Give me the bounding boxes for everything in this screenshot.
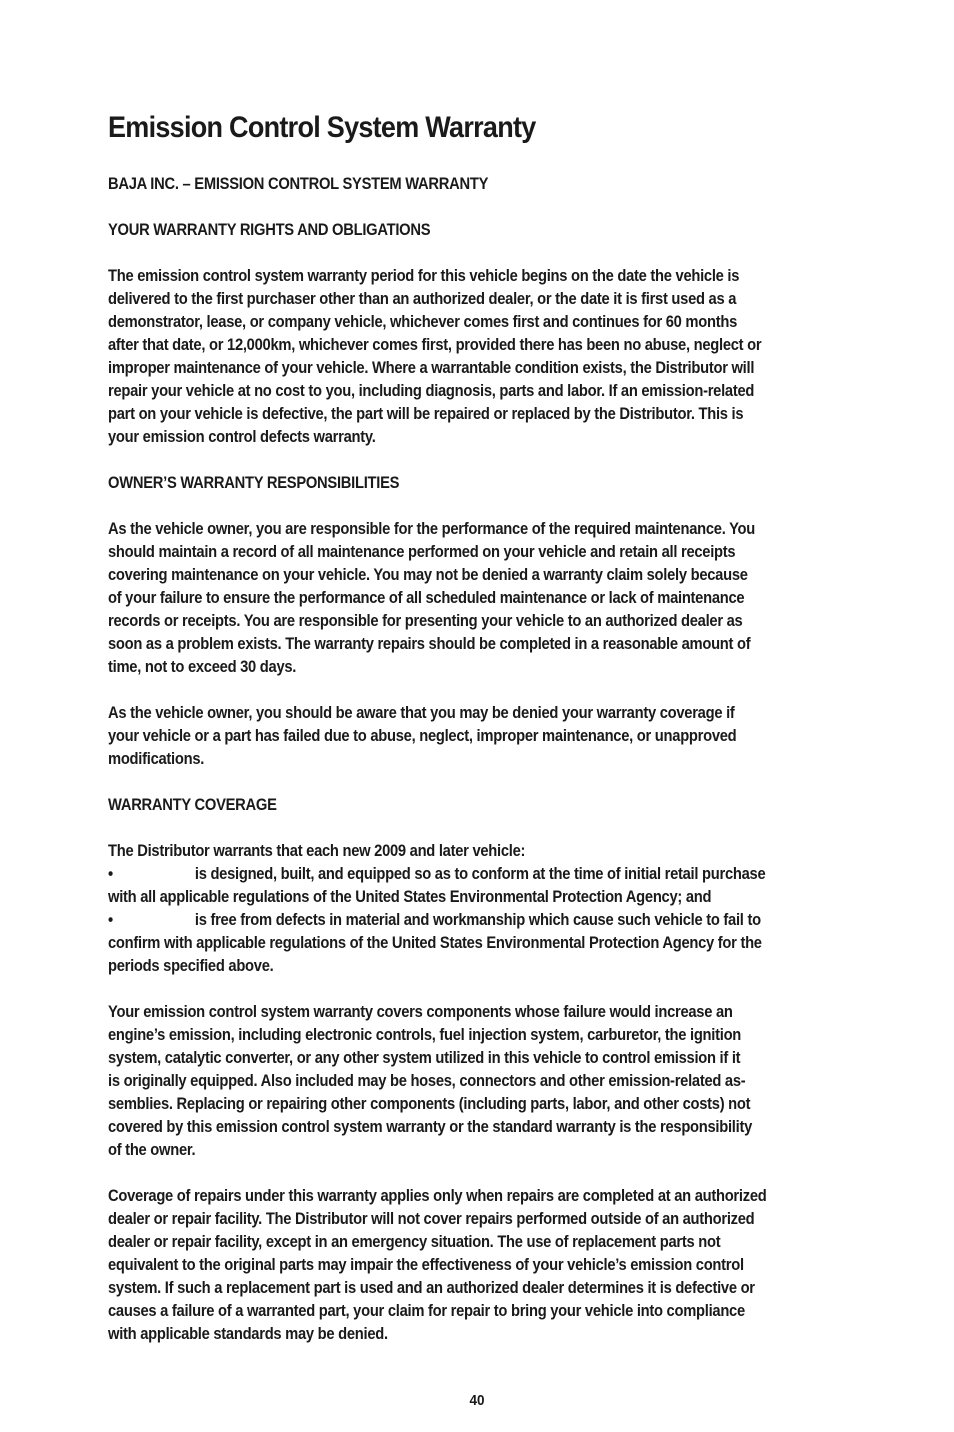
paragraph-line: repair your vehicle at no cost to you, including diagnosis, parts and labor. If an emission-related <box>108 382 755 400</box>
owner-paragraph-1 <box>108 518 853 679</box>
paragraph-line: engine’s emission, including electronic controls, fuel injection system, carburetor, the ignition <box>108 1026 742 1044</box>
bullet-continuation: periods specified above. <box>108 957 274 975</box>
spacer <box>108 495 853 518</box>
paragraph-line: modifications. <box>108 750 205 768</box>
paragraph-line: improper maintenance of your vehicle. Where a warrantable condition exists, the Distributor will <box>108 359 755 377</box>
coverage-paragraph-1 <box>108 1001 853 1162</box>
bullet-text: is designed, built, and equipped so as to conform at the time of initial retail purchase <box>194 865 766 883</box>
rights-heading-text: YOUR WARRANTY RIGHTS AND OBLIGATIONS <box>108 221 431 239</box>
document-page <box>108 108 853 1346</box>
bullet-text: is free from defects in material and workmanship which cause such vehicle to fail to <box>194 911 761 929</box>
paragraph-line: soon as a problem exists. The warranty repairs should be completed in a reasonable amount of <box>108 635 751 653</box>
paragraph-line: equivalent to the original parts may impair the effectiveness of your vehicle’s emission control <box>108 1256 744 1274</box>
page-number: 40 <box>469 1392 485 1409</box>
owner-heading <box>108 472 853 495</box>
page-title: Emission Control System Warranty <box>108 111 536 144</box>
paragraph-line: causes a failure of a warranted part, your claim for repair to bring your vehicle into compliance <box>108 1302 745 1320</box>
coverage-list <box>108 840 853 978</box>
paragraph-line: records or receipts. You are responsible for presenting your vehicle to an authorized dealer as <box>108 612 743 630</box>
paragraph-line: should maintain a record of all maintenance performed on your vehicle and retain all receipts <box>108 543 736 561</box>
paragraph-line: Coverage of repairs under this warranty applies only when repairs are completed at an authorized <box>108 1187 767 1205</box>
paragraph-line: demonstrator, lease, or company vehicle, whichever comes first and continues for 60 months <box>108 313 738 331</box>
bullet-item <box>108 909 782 932</box>
coverage-paragraph-2 <box>108 1185 853 1346</box>
rights-paragraph <box>108 265 853 449</box>
paragraph-line: time, not to exceed 30 days. <box>108 658 297 676</box>
paragraph-line: system, catalytic converter, or any other system utilized in this vehicle to control emission if it <box>108 1049 741 1067</box>
paragraph-line: after that date, or 12,000km, whichever comes first, provided there has been no abuse, neglect or <box>108 336 762 354</box>
paragraph-line: part on your vehicle is defective, the part will be repaired or replaced by the Distributor. This is <box>108 405 744 423</box>
bullet-list <box>108 863 853 978</box>
paragraph-line: Your emission control system warranty covers components whose failure would increase an <box>108 1003 733 1021</box>
paragraph-line: dealer or repair facility, except in an emergency situation. The use of replacement parts not <box>108 1233 721 1251</box>
coverage-heading <box>108 794 853 817</box>
owner-heading-text: OWNER’S WARRANTY RESPONSIBILITIES <box>108 474 400 492</box>
rights-heading <box>108 219 853 242</box>
paragraph-line: is originally equipped. Also included may be hoses, connectors and other emission-related as- <box>108 1072 746 1090</box>
paragraph-line: covering maintenance on your vehicle. You may not be denied a warranty claim solely because <box>108 566 748 584</box>
paragraph-line: system. If such a replacement part is used and an authorized dealer determines it is defective or <box>108 1279 755 1297</box>
spacer <box>108 242 853 265</box>
paragraph-line: delivered to the first purchaser other than an authorized dealer, or the date it is first used as a <box>108 290 737 308</box>
paragraph-line: dealer or repair facility. The Distributor will not cover repairs performed outside of an authorized <box>108 1210 755 1228</box>
paragraph-line: your vehicle or a part has failed due to abuse, neglect, improper maintenance, or unapproved <box>108 727 737 745</box>
spacer <box>108 1162 853 1185</box>
bullet-item <box>108 863 782 886</box>
paragraph-line: As the vehicle owner, you should be aware that you may be denied your warranty coverage if <box>108 704 735 722</box>
paragraph-line: The emission control system warranty period for this vehicle begins on the date the vehicle is <box>108 267 740 285</box>
spacer <box>108 771 853 794</box>
bullet-icon: • <box>108 911 113 929</box>
spacer <box>108 196 853 219</box>
paragraph-line: of the owner. <box>108 1141 196 1159</box>
bullet-continuation: with all applicable regulations of the United States Environmental Protection Agency; and <box>108 888 712 906</box>
company-heading <box>108 173 853 196</box>
paragraph-line: of your failure to ensure the performance of all scheduled maintenance or lack of maintenance <box>108 589 745 607</box>
coverage-heading-text: WARRANTY COVERAGE <box>108 796 277 814</box>
paragraph-line: with applicable standards may be denied. <box>108 1325 388 1343</box>
spacer <box>108 817 853 840</box>
paragraph-line: semblies. Replacing or repairing other components (including parts, labor, and other costs) not <box>108 1095 751 1113</box>
bullet-icon: • <box>108 865 113 883</box>
paragraph-line: As the vehicle owner, you are responsible for the performance of the required maintenance. You <box>108 520 755 538</box>
bullet-continuation: confirm with applicable regulations of the United States Environmental Protection Agency for the <box>108 934 762 952</box>
spacer <box>108 148 853 173</box>
paragraph-line: covered by this emission control system warranty or the standard warranty is the responsibility <box>108 1118 753 1136</box>
paragraph-line: your emission control defects warranty. <box>108 428 376 446</box>
company-heading-text: BAJA INC. – EMISSION CONTROL SYSTEM WARRANTY <box>108 175 489 193</box>
spacer <box>108 449 853 472</box>
coverage-intro: The Distributor warrants that each new 2009 and later vehicle: <box>108 842 526 860</box>
owner-paragraph-2 <box>108 702 853 771</box>
spacer <box>108 978 853 1001</box>
document-body <box>108 173 853 1346</box>
spacer <box>108 679 853 702</box>
